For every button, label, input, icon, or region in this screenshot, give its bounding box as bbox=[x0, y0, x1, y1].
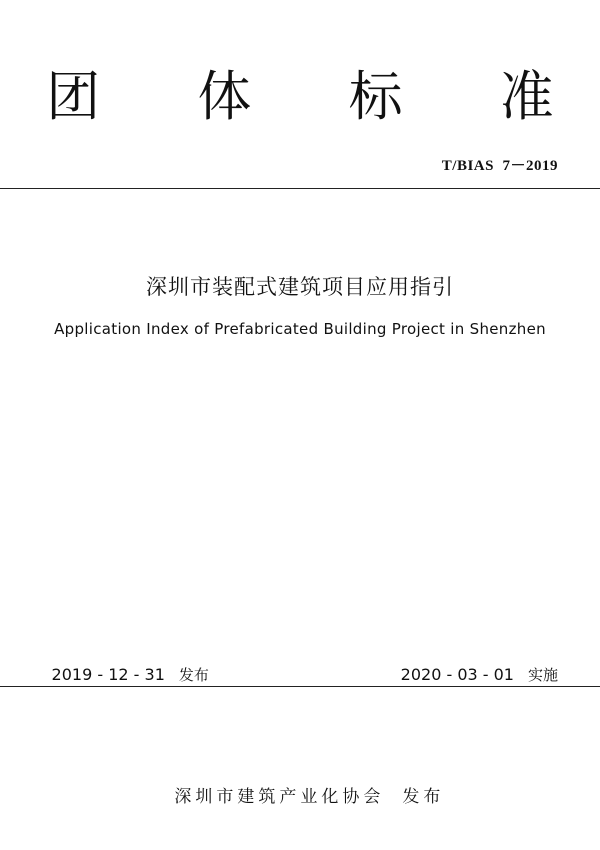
standard-type-title: 团 体 标 准 bbox=[46, 65, 594, 128]
publisher-row bbox=[0, 762, 600, 807]
top-divider bbox=[0, 188, 600, 189]
issue-label: 发布 bbox=[178, 666, 209, 684]
document-title-english: Application Index of Prefabricated Building Project in Shenzhen bbox=[54, 320, 546, 338]
publisher-name: 深圳市建筑产业化协会 bbox=[174, 787, 385, 807]
implementation-date: 2020 - 03 - 01 bbox=[400, 665, 514, 684]
implementation-label: 实施 bbox=[527, 666, 558, 684]
publisher-label: 发布 bbox=[402, 787, 445, 807]
issue-date: 2019 - 12 - 31 bbox=[51, 665, 165, 684]
bottom-divider bbox=[0, 686, 600, 687]
document-title-chinese: 深圳市装配式建筑项目应用指引 bbox=[146, 275, 454, 299]
implementation-date-row bbox=[391, 646, 558, 685]
standard-code: T/BIAS 7－2019 bbox=[441, 158, 558, 174]
issue-date-row bbox=[42, 646, 209, 685]
